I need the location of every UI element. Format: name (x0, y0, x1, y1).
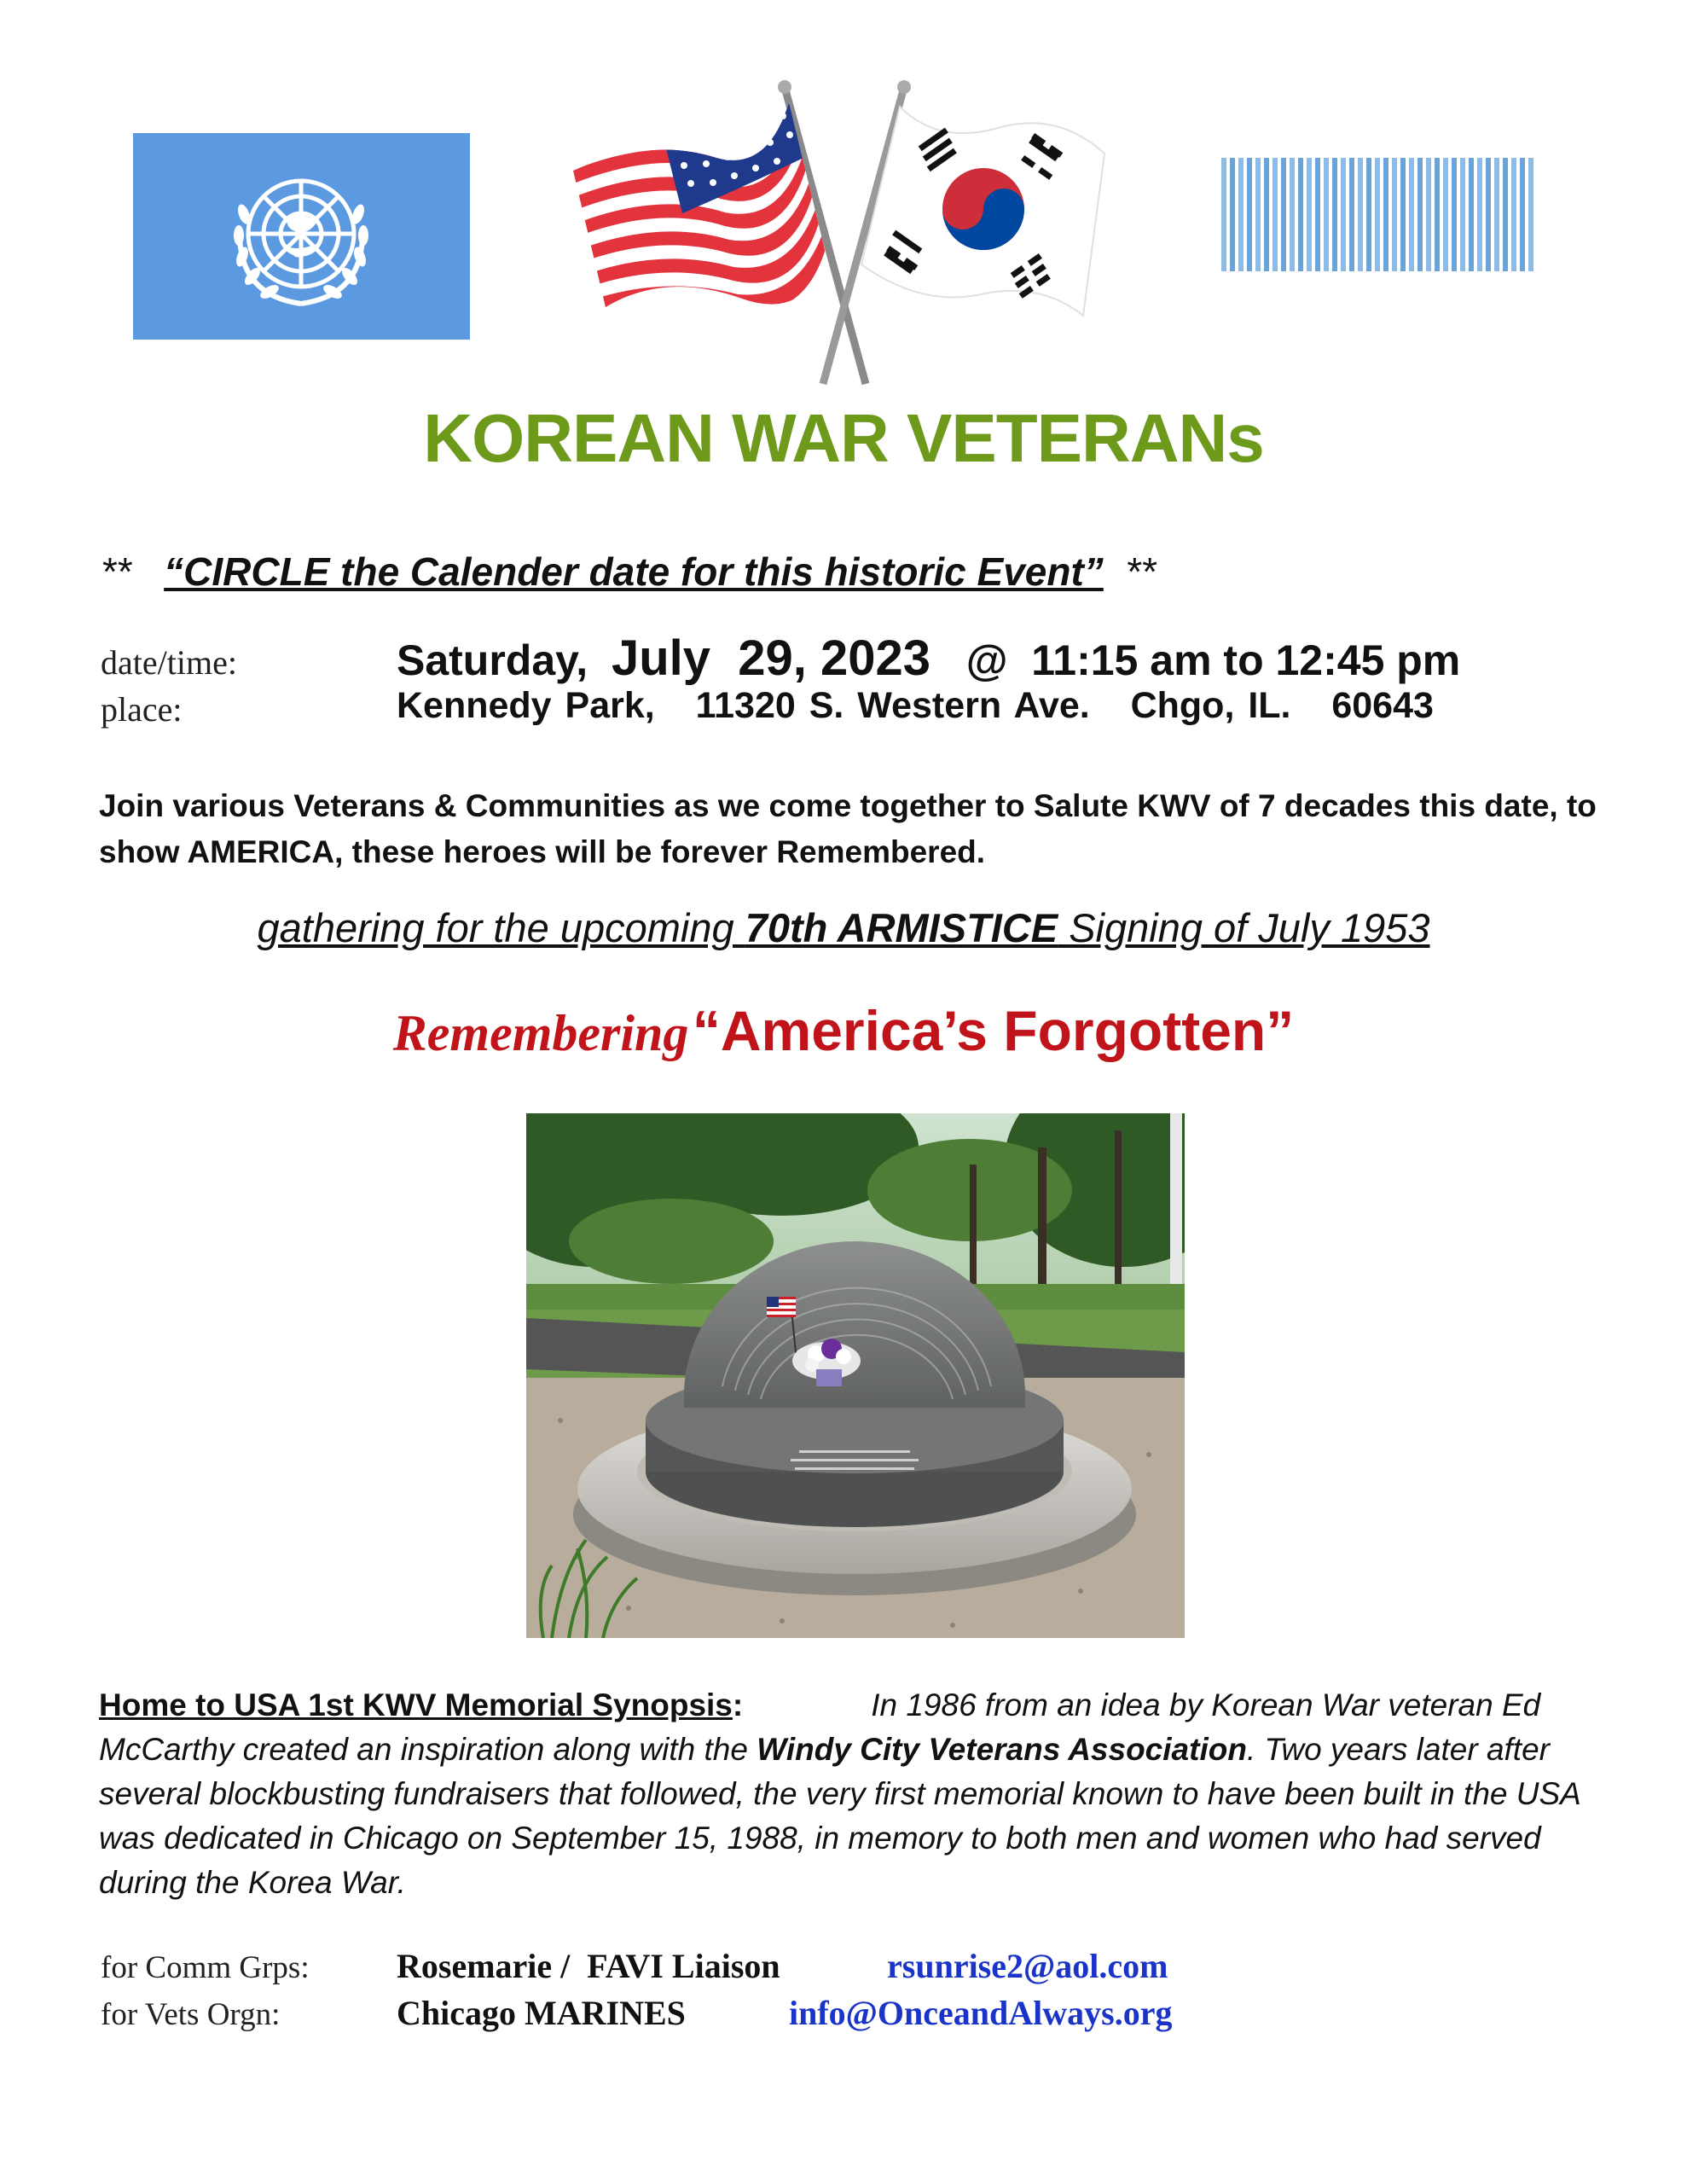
synopsis-text-1: In 1986 from an idea by Korean War veteran Ed McCarthy created an inspiration along with the (99, 1687, 1541, 1767)
gathering-before: gathering for the upcoming (257, 905, 745, 950)
contact-label-vets: for Vets Orgn: (101, 1997, 281, 2032)
date-time: @ 11:15 am to 12:45 pm (965, 636, 1461, 684)
gathering-after: Signing of July 1953 (1058, 905, 1430, 950)
contact-label-comm: for Comm Grps: (101, 1950, 310, 1985)
place-label: place: (101, 690, 183, 729)
stars-left: ** (101, 549, 131, 594)
circle-quote: “CIRCLE the Calender date for this historic Event” (164, 549, 1104, 594)
gathering-line (0, 904, 1687, 951)
memorial-photo (526, 1113, 1185, 1638)
un-flag-icon (133, 133, 470, 340)
remembering-heading (0, 998, 1687, 1063)
contact-email-vets[interactable]: info@OnceandAlways.org (789, 1994, 1173, 2032)
synopsis-text-2: . Two years later after several blockbusting fundraisers that followed, the very first memorial known to have been built in the USA was dedicated in Chicago on September 15, 1988, in memory to both men and women who had served during the Korea War. (99, 1732, 1580, 1900)
join-paragraph: Join various Veterans & Communities as we come together to Salute KWV of 7 decades this date, to show AMERICA, these heroes will be forever Remembered. (99, 788, 1597, 869)
synopsis-org: Windy City Veterans Association (757, 1732, 1247, 1767)
contact-name-comm: Rosemarie / FAVI Liaison (397, 1947, 780, 1985)
page-title: KOREAN WAR VETERANs (423, 400, 1264, 476)
contact-name-vets: Chicago MARINES (397, 1994, 686, 2032)
stars-right: ** (1125, 549, 1157, 594)
gathering-highlight: 70th ARMISTICE (745, 905, 1058, 950)
circle-date-line (101, 549, 1156, 595)
date-prefix: Saturday, (397, 636, 588, 684)
remembering-quote: “America’s Forgotten” (692, 999, 1295, 1062)
remembering-word: Remembering (392, 1005, 689, 1061)
date-value (397, 630, 1460, 687)
date-label: date/time: (101, 643, 237, 682)
synopsis-paragraph (99, 1683, 1600, 1905)
us-korea-crossed-flags-icon (571, 77, 1117, 392)
synopsis-colon: : (732, 1687, 744, 1722)
place-value: Kennedy Park, 11320 S. Western Ave. Chgo, IL. 60643 (397, 685, 1434, 726)
contact-email-comm[interactable]: rsunrise2@aol.com (887, 1947, 1168, 1985)
date-main: July 29, 2023 (611, 630, 931, 686)
synopsis-heading: Home to USA 1st KWV Memorial Synopsis (99, 1687, 733, 1722)
un-service-ribbon-icon (1221, 158, 1537, 271)
